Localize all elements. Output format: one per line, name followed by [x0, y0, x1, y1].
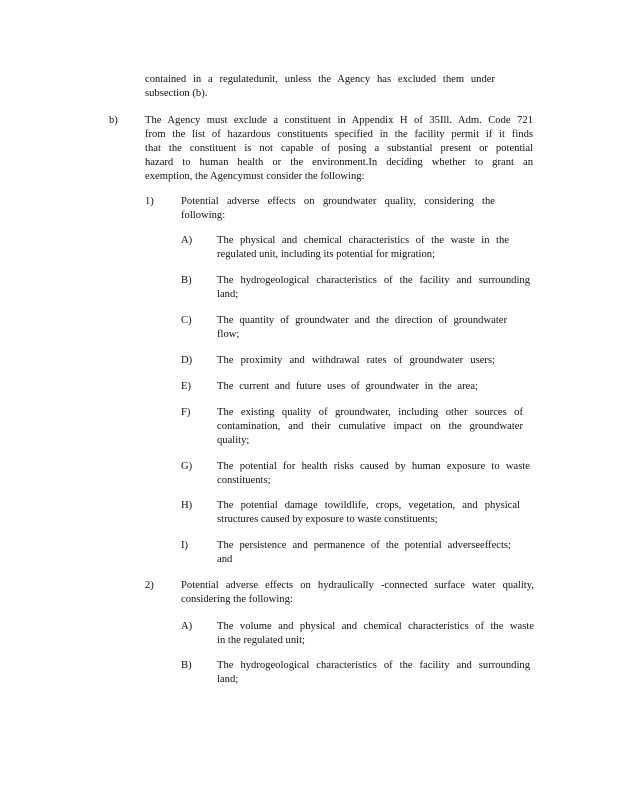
text-line: The existing quality of groundwater, including other sources of: [217, 407, 523, 418]
subitem-1d-label: D): [181, 355, 193, 366]
text-line: The potential for health risks caused by human exposure to waste: [217, 461, 530, 472]
text-line: constituents;: [217, 475, 271, 486]
text-line: The quantity of groundwater and the direction of groundwater: [217, 315, 507, 326]
subitem-2a-label: A): [181, 621, 193, 632]
section-b-paragraph: [145, 114, 533, 184]
text-line: Potential adverse effects on groundwater quality, considering the: [181, 196, 495, 207]
subitem-1c-paragraph: [217, 314, 507, 342]
subitem-1e-paragraph: [217, 380, 478, 394]
text-line: The persistence and permanence of the potential adverseeffects;: [217, 540, 511, 551]
text-line: The Agency must exclude a constituent in Appendix H of 35Ill. Adm. Code 721: [145, 115, 533, 126]
text-line: contained in a regulatedunit, unless the Agency has excluded them under: [145, 74, 495, 85]
subitem-1b-label: B): [181, 275, 192, 286]
text-line: subsection (b).: [145, 88, 208, 99]
text-line: and: [217, 554, 233, 565]
subitem-1c-label: C): [181, 315, 192, 326]
subitem-1i-paragraph: [217, 539, 511, 567]
section-b-label: b): [109, 115, 118, 126]
subitem-1h-paragraph: [217, 499, 520, 527]
text-line: exemption, the Agencymust consider the following:: [145, 171, 365, 182]
subitem-2b-paragraph: [217, 659, 530, 687]
text-line: quality;: [217, 435, 250, 446]
subitem-2a-paragraph: [217, 620, 534, 648]
text-line: structures caused by exposure to waste constituents;: [217, 514, 438, 525]
subitem-1g-label: G): [181, 461, 193, 472]
subitem-2b-label: B): [181, 660, 192, 671]
text-line: flow;: [217, 329, 240, 340]
text-line: Potential adverse effects on hydraulically -connected surface water quality,: [181, 580, 534, 591]
subitem-1d-paragraph: [217, 354, 495, 368]
text-line: The current and future uses of groundwater in the area;: [217, 381, 478, 392]
text-line: The hydrogeological characteristics of the facility and surrounding: [217, 275, 530, 286]
item-1-paragraph: [181, 195, 495, 223]
subitem-1a-paragraph: [217, 234, 509, 262]
text-line: The hydrogeological characteristics of the facility and surrounding: [217, 660, 530, 671]
text-line: that the constituent is not capable of posing a substantial present or potential: [145, 143, 533, 154]
text-line: The physical and chemical characteristics of the waste in the: [217, 235, 509, 246]
text-line: from the list of hazardous constituents specified in the facility permit if it finds: [145, 129, 533, 140]
subitem-1b-paragraph: [217, 274, 530, 302]
subitem-1i-label: I): [181, 540, 189, 551]
text-line: land;: [217, 289, 239, 300]
subitem-1f-label: F): [181, 407, 191, 418]
text-line: The volume and physical and chemical characteristics of the waste: [217, 621, 534, 632]
subitem-1a-label: A): [181, 235, 193, 246]
continuation-paragraph: [145, 73, 495, 101]
text-line: land;: [217, 674, 239, 685]
text-line: hazard to human health or the environment.In deciding whether to grant an: [145, 157, 533, 168]
subitem-1g-paragraph: [217, 460, 530, 488]
subitem-1e-label: E): [181, 381, 191, 392]
text-line: The proximity and withdrawal rates of groundwater users;: [217, 355, 495, 366]
item-2-paragraph: [181, 579, 534, 607]
text-line: The potential damage towildlife, crops, vegetation, and physical: [217, 500, 520, 511]
text-line: contamination, and their cumulative impact on the groundwater: [217, 421, 523, 432]
text-line: considering the following:: [181, 594, 293, 605]
subitem-1h-label: H): [181, 500, 193, 511]
text-line: regulated unit, including its potential for migration;: [217, 249, 436, 260]
text-line: following:: [181, 210, 226, 221]
item-2-label: 2): [145, 580, 154, 591]
subitem-1f-paragraph: [217, 406, 523, 448]
item-1-label: 1): [145, 196, 154, 207]
text-line: in the regulated unit;: [217, 635, 305, 646]
